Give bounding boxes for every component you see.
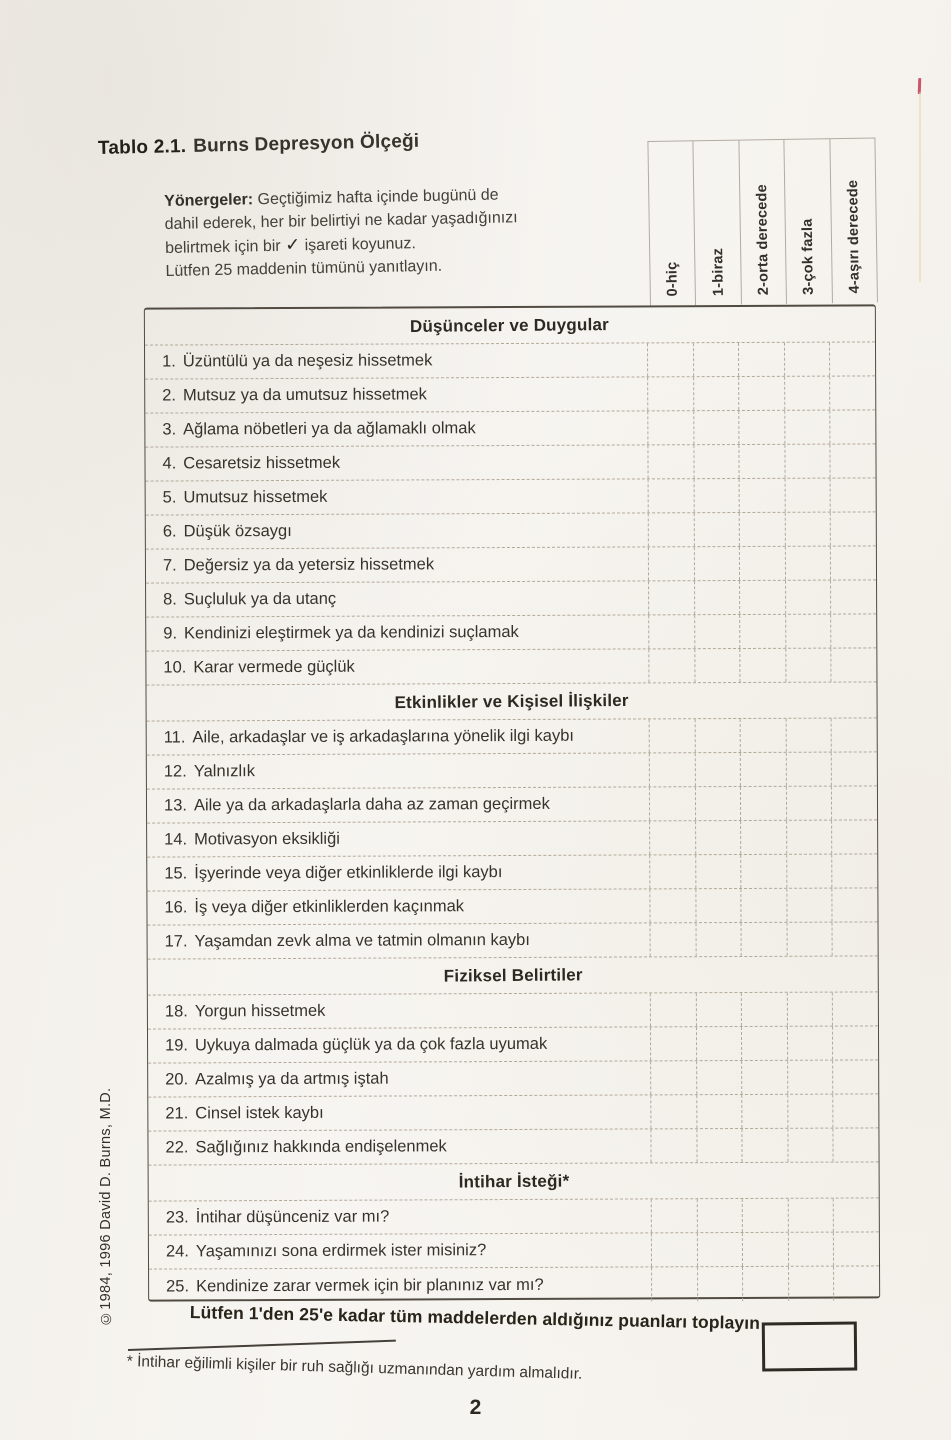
item-label: Kendinizi eleştirmek ya da kendinizi suçlamak [183, 622, 519, 643]
item-number: 25. [166, 1276, 190, 1296]
item-label: İş veya diğer etkinliklerden kaçınmak [194, 897, 465, 917]
rating-cell[interactable] [696, 1095, 742, 1128]
rating-cell[interactable] [696, 1129, 742, 1162]
item-row [147, 718, 877, 755]
rating-cell[interactable] [649, 821, 695, 854]
rating-cells [648, 546, 876, 580]
item-number: 17. [164, 932, 188, 951]
item-label: Yaşamdan zevk alma ve tatmin olmanın kaybı [194, 930, 530, 951]
rating-cell[interactable] [739, 615, 785, 648]
footnote-text: * İntihar eğilimli kişiler bir ruh sağlığı uzmanından yardım almalıdır. [126, 1353, 583, 1383]
rating-cell[interactable] [786, 821, 832, 854]
rating-cell[interactable] [693, 411, 739, 444]
item-number: 15. [164, 864, 188, 883]
item-row [149, 1232, 879, 1269]
rating-cell[interactable] [648, 547, 694, 580]
item-label: Düşük özsaygı [183, 521, 292, 541]
rating-cell[interactable] [696, 1199, 742, 1232]
rating-cells [650, 1026, 878, 1060]
scan-yellow-streak [919, 92, 921, 282]
instructions-line4: Lütfen 25 maddenin tümünü yanıtlayın. [165, 257, 443, 280]
page-title [98, 131, 420, 160]
item-label: Azalmış ya da artmış iştah [195, 1069, 389, 1089]
rating-cell[interactable] [738, 377, 784, 410]
rating-cell[interactable] [833, 1060, 879, 1093]
rating-cells [649, 854, 877, 888]
item-number: 6. [162, 522, 177, 541]
rating-cell[interactable] [651, 1233, 697, 1266]
rating-cell[interactable] [740, 787, 786, 820]
rating-column-headers [647, 137, 878, 306]
rating-cell[interactable] [829, 342, 875, 375]
rating-cells [651, 1232, 879, 1266]
rating-cell[interactable] [696, 1233, 742, 1266]
copyright-text: ©1984, 1996 David D. Burns, M.D. [98, 1087, 114, 1326]
rating-cell[interactable] [784, 445, 830, 478]
rating-cell[interactable] [648, 513, 694, 546]
rating-cell[interactable] [784, 377, 830, 410]
rating-cells [647, 410, 875, 444]
rating-cells [647, 376, 875, 410]
item-label: Aile, arkadaşlar ve iş arkadaşlarına yönelik ilgi kaybı [192, 726, 574, 747]
item-label: Umutsuz hissetmek [183, 487, 328, 507]
item-number: 12. [163, 762, 187, 781]
rating-cell[interactable] [787, 1129, 833, 1162]
rating-cell[interactable] [647, 411, 693, 444]
rating-cell[interactable] [650, 1095, 696, 1128]
rating-cell[interactable] [741, 1095, 787, 1128]
rating-cell[interactable] [831, 614, 877, 647]
item-label: Yorgun hissetmek [194, 1001, 326, 1021]
footnote-divider [128, 1340, 396, 1351]
rating-cell[interactable] [697, 1267, 743, 1301]
rating-cell[interactable] [784, 411, 830, 444]
instructions-line3-after: işareti koyunuz. [304, 235, 416, 255]
item-label: Üzüntülü ya da neşesiz hissetmek [182, 351, 433, 371]
item-number: 7. [162, 556, 177, 575]
rating-cell[interactable] [649, 719, 695, 752]
item-label: Karar vermede güçlük [193, 657, 355, 677]
rating-cell[interactable] [693, 377, 739, 410]
rating-cell[interactable] [740, 855, 786, 888]
item-text [147, 719, 649, 754]
rating-cell[interactable] [787, 1027, 833, 1060]
section-title: Düşünceler ve Duygular [410, 314, 610, 336]
rating-cell[interactable] [694, 719, 740, 752]
item-row [147, 854, 877, 891]
item-text [145, 445, 647, 480]
item-number: 21. [165, 1104, 189, 1123]
rating-cell[interactable] [647, 377, 693, 410]
item-label: Aile ya da arkadaşlarla daha az zaman geçirmek [193, 794, 550, 815]
section-title: İntihar İsteği* [458, 1170, 570, 1192]
item-label: Mutsuz ya da umutsuz hissetmek [182, 385, 427, 405]
item-number: 8. [163, 590, 177, 609]
rating-cell[interactable] [830, 512, 876, 545]
item-label: Kendinize zarar vermek için bir planınız var mı? [196, 1275, 544, 1295]
rating-cell[interactable] [647, 343, 693, 376]
item-row [146, 614, 876, 651]
rating-cell[interactable] [788, 1267, 834, 1301]
rating-cell[interactable] [786, 753, 832, 786]
item-row [145, 444, 875, 481]
rating-cell[interactable] [833, 1094, 879, 1127]
item-number: 13. [163, 796, 187, 815]
rating-cells [650, 922, 878, 956]
rating-cell[interactable] [742, 1267, 788, 1301]
item-row [148, 1094, 878, 1131]
instructions-line3-before: belirtmek için bir [164, 237, 281, 257]
item-row [146, 478, 876, 515]
item-text [148, 1095, 650, 1130]
section-title: Fiziksel Belirtiler [443, 964, 583, 986]
section-header [145, 306, 875, 345]
rating-cell[interactable] [830, 478, 876, 511]
item-row [145, 342, 875, 379]
item-text [149, 1233, 651, 1268]
rating-cell[interactable] [650, 1129, 696, 1162]
rating-cell[interactable] [831, 718, 877, 751]
rating-cell[interactable] [784, 479, 830, 512]
item-label: Motivasyon eksikliği [194, 829, 340, 849]
rating-cell[interactable] [785, 547, 831, 580]
rating-cells [650, 1128, 878, 1162]
item-row [147, 752, 877, 789]
rating-cell[interactable] [695, 855, 741, 888]
item-number: 5. [162, 488, 177, 507]
rating-cell[interactable] [741, 1027, 787, 1060]
item-text [145, 377, 647, 412]
rating-cell[interactable] [831, 648, 877, 681]
rating-cell[interactable] [786, 889, 832, 922]
item-label: Suçluluk ya da utanç [183, 589, 337, 609]
rating-cell[interactable] [741, 993, 787, 1026]
rating-cell[interactable] [738, 411, 784, 444]
rating-cell[interactable] [831, 820, 877, 853]
rating-cells [651, 1266, 879, 1301]
section-header [149, 1162, 879, 1201]
rating-cell[interactable] [831, 786, 877, 819]
rating-cell[interactable] [694, 615, 740, 648]
rating-column-label: 3-çok fazla [800, 218, 818, 295]
item-row [145, 410, 875, 447]
rating-cell[interactable] [693, 513, 739, 546]
rating-cell[interactable] [832, 888, 878, 921]
item-number: 16. [164, 898, 188, 917]
rating-cells [649, 786, 877, 820]
rating-cell[interactable] [741, 1061, 787, 1094]
rating-cell[interactable] [832, 854, 878, 887]
rating-cell[interactable] [787, 993, 833, 1026]
rating-cell[interactable] [649, 855, 695, 888]
item-text [147, 889, 649, 924]
item-text [145, 411, 647, 446]
table-number-label: Tablo 2.1. [97, 136, 187, 159]
item-number: 19. [165, 1036, 189, 1055]
item-row [146, 546, 876, 583]
section-header [148, 956, 878, 995]
item-row [148, 922, 878, 959]
item-label: Sağlığınız hakkında endişelenmek [195, 1137, 447, 1157]
item-label: Yaşamınızı sona erdirmek ister misiniz? [195, 1241, 487, 1261]
item-row [148, 1026, 878, 1063]
rating-cell[interactable] [739, 547, 785, 580]
rating-cells [648, 512, 876, 546]
rating-column-label: 1-biraz [709, 247, 727, 297]
rating-cell[interactable] [833, 1198, 879, 1231]
rating-cells [651, 1198, 879, 1232]
item-row [146, 512, 876, 549]
rating-cell[interactable] [785, 581, 831, 614]
rating-cell[interactable] [648, 649, 694, 682]
rating-cells [648, 614, 876, 648]
rating-cell[interactable] [742, 1129, 788, 1162]
rating-cell[interactable] [830, 410, 876, 443]
total-score-input[interactable] [762, 1322, 858, 1372]
rating-cell[interactable] [739, 513, 785, 546]
rating-cell[interactable] [695, 993, 741, 1026]
item-text [148, 923, 650, 958]
item-number: 9. [163, 624, 178, 643]
item-text [145, 343, 647, 378]
rating-cell[interactable] [739, 445, 785, 478]
item-text [146, 513, 648, 548]
rating-column-header [738, 140, 786, 305]
rating-cells [649, 888, 877, 922]
item-text [146, 615, 648, 650]
rating-cell[interactable] [833, 1232, 879, 1265]
item-number: 11. [163, 728, 186, 747]
rating-cell[interactable] [830, 444, 876, 477]
item-row [148, 992, 878, 1029]
table-title-text: Burns Depresyon Ölçeği [192, 130, 420, 157]
rating-cell[interactable] [650, 1027, 696, 1060]
item-number: 24. [165, 1242, 189, 1261]
rating-column-header [693, 141, 741, 306]
rating-cell[interactable] [832, 922, 878, 955]
rating-cell[interactable] [693, 479, 739, 512]
item-number: 22. [165, 1138, 189, 1157]
rating-cell[interactable] [740, 753, 786, 786]
rating-column-header [829, 138, 878, 303]
item-label: Uykuya dalmada güçlük ya da çok fazla uyumak [194, 1034, 548, 1055]
item-text [148, 1027, 650, 1062]
rating-cell[interactable] [693, 343, 739, 376]
item-row [147, 786, 877, 823]
rating-cells [648, 580, 876, 614]
rating-cell[interactable] [695, 889, 741, 922]
rating-cell[interactable] [740, 649, 786, 682]
rating-cell[interactable] [740, 821, 786, 854]
rating-column-label: 2-orta derecede [754, 184, 772, 296]
item-number: 2. [162, 386, 177, 405]
rating-cells [648, 478, 876, 512]
item-row [145, 376, 875, 413]
check-mark-icon: ✓ [284, 234, 301, 255]
item-label: Değersiz ya da yetersiz hissetmek [183, 555, 435, 575]
rating-cell[interactable] [833, 1128, 879, 1161]
item-text [147, 821, 649, 856]
rating-cell[interactable] [787, 1095, 833, 1128]
rating-cell[interactable] [833, 1266, 879, 1300]
item-row [146, 580, 876, 617]
rating-cells [650, 1094, 878, 1128]
item-text [146, 649, 648, 684]
item-text [147, 855, 649, 890]
item-text [149, 1199, 651, 1234]
item-number: 14. [164, 830, 188, 849]
rating-cell[interactable] [785, 719, 831, 752]
item-number: 1. [162, 352, 176, 371]
rating-cell[interactable] [741, 923, 787, 956]
rating-cell[interactable] [696, 1061, 742, 1094]
rating-cells [649, 718, 877, 752]
rating-cell[interactable] [786, 855, 832, 888]
item-number: 23. [165, 1208, 189, 1227]
rating-cell[interactable] [696, 1027, 742, 1060]
rating-cell[interactable] [831, 752, 877, 785]
rating-cell[interactable] [785, 513, 831, 546]
rating-cell[interactable] [649, 753, 695, 786]
rating-cells [647, 444, 875, 478]
item-row [147, 820, 877, 857]
rating-cell[interactable] [650, 923, 696, 956]
item-label: İşyerinde veya diğer etkinliklerde ilgi kaybı [194, 863, 503, 883]
rating-column-label: 0-hiç [664, 261, 682, 297]
rating-cell[interactable] [739, 479, 785, 512]
rating-cell[interactable] [694, 753, 740, 786]
item-row [147, 888, 877, 925]
item-text [148, 1061, 650, 1096]
rating-cell[interactable] [649, 889, 695, 922]
rating-cell[interactable] [788, 1199, 834, 1232]
rating-cell[interactable] [786, 787, 832, 820]
rating-cell[interactable] [832, 992, 878, 1025]
item-text [148, 1129, 650, 1164]
rating-cell[interactable] [693, 547, 739, 580]
item-text [146, 547, 648, 582]
instructions-line2: dahil ederek, her bir belirtiyi ne kadar yaşadığınızı [164, 208, 518, 233]
rating-cell[interactable] [830, 580, 876, 613]
rating-cells [649, 820, 877, 854]
rating-cell[interactable] [695, 821, 741, 854]
rating-cells [648, 648, 876, 682]
rating-cells [647, 342, 875, 376]
section-header [146, 682, 876, 721]
item-text [147, 753, 649, 788]
rating-cell[interactable] [787, 1061, 833, 1094]
item-text [146, 581, 648, 616]
item-row [146, 648, 876, 685]
item-number: 10. [163, 658, 187, 677]
rating-cell[interactable] [832, 1026, 878, 1059]
item-text [147, 787, 649, 822]
rating-cell[interactable] [739, 581, 785, 614]
item-label: Cinsel istek kaybı [195, 1103, 324, 1123]
rating-cell[interactable] [648, 479, 694, 512]
rating-cell[interactable] [742, 1199, 788, 1232]
rating-column-label: 4-aşırı derecede [844, 180, 863, 294]
item-label: Yalnızlık [193, 762, 255, 781]
rating-cell[interactable] [694, 581, 740, 614]
rating-cell[interactable] [742, 1233, 788, 1266]
item-text [148, 993, 650, 1028]
rating-cell[interactable] [648, 581, 694, 614]
item-row [148, 1060, 878, 1097]
rating-cell[interactable] [788, 1233, 834, 1266]
rating-cells [650, 992, 878, 1026]
item-label: İntihar düşünceniz var mı? [195, 1207, 390, 1227]
rating-cell[interactable] [785, 649, 831, 682]
rating-cell[interactable] [830, 376, 876, 409]
rating-cell[interactable] [695, 923, 741, 956]
rating-cell[interactable] [830, 546, 876, 579]
item-label: Cesaretsiz hissetmek [183, 453, 341, 473]
rating-cells [649, 752, 877, 786]
rating-cell[interactable] [784, 343, 830, 376]
rating-cell[interactable] [741, 889, 787, 922]
item-text [146, 479, 648, 514]
instructions-block [164, 182, 626, 283]
item-row [148, 1128, 878, 1165]
rating-cells [650, 1060, 878, 1094]
rating-column-header [784, 139, 832, 304]
rating-cell[interactable] [738, 343, 784, 376]
rating-cell[interactable] [648, 615, 694, 648]
section-title: Etkinlikler ve Kişisel İlişkiler [394, 690, 629, 712]
rating-column-header [647, 141, 695, 306]
rating-cell[interactable] [786, 923, 832, 956]
item-label: Ağlama nöbetleri ya da ağlamaklı olmak [183, 419, 476, 439]
checklist-table [144, 304, 880, 1301]
rating-cell[interactable] [647, 445, 693, 478]
rating-cell[interactable] [740, 719, 786, 752]
instructions-line1: Geçtiğimiz hafta içinde bugünü de [257, 186, 499, 209]
item-number: 4. [162, 454, 177, 473]
rating-cell[interactable] [785, 615, 831, 648]
item-number: 3. [162, 420, 177, 439]
rating-cell[interactable] [649, 787, 695, 820]
rating-cell[interactable] [650, 1061, 696, 1094]
rating-cell[interactable] [650, 993, 696, 1026]
total-instruction-label: Lütfen 1'den 25'e kadar tüm maddelerden aldığınız puanları toplayın [189, 1301, 761, 1333]
rating-cell[interactable] [651, 1267, 697, 1301]
rating-cell[interactable] [651, 1199, 697, 1232]
page-number: 2 [469, 1396, 482, 1419]
item-number: 18. [164, 1002, 188, 1021]
rating-cell[interactable] [693, 445, 739, 478]
item-row [149, 1198, 879, 1235]
rating-cell[interactable] [694, 649, 740, 682]
item-number: 20. [165, 1070, 189, 1089]
rating-cell[interactable] [695, 787, 741, 820]
instructions-label: Yönergeler: [164, 191, 254, 210]
